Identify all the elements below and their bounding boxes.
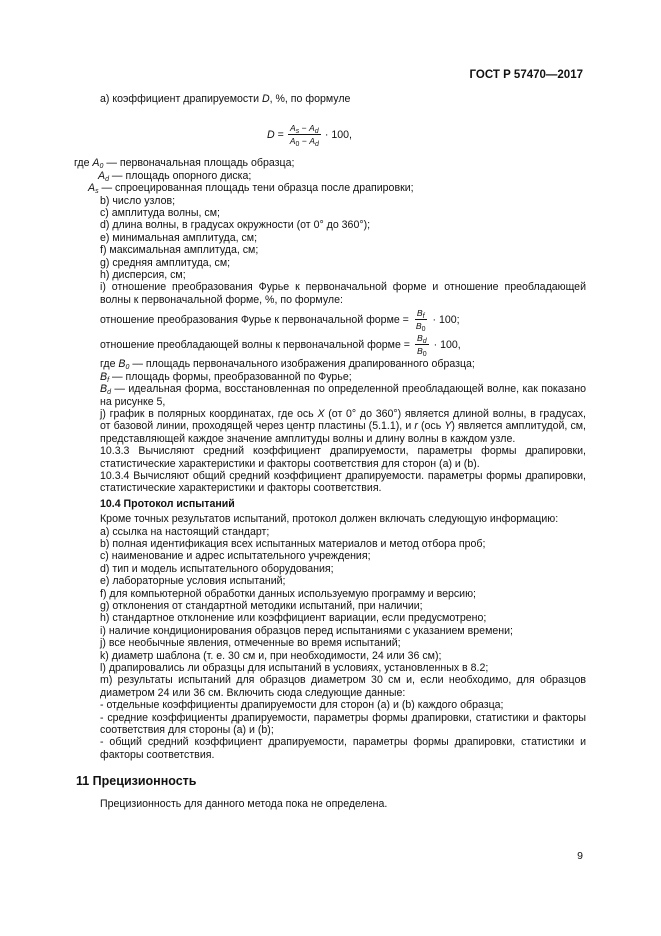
definition-line: $A_d$ — площадь опорного диска; xyxy=(98,169,252,183)
protocol-intro: Кроме точных результатов испытаний, протокол должен включать следующую информацию: xyxy=(100,513,559,526)
standard-designation: ГОСТ Р 57470—2017 xyxy=(469,69,583,81)
formula-drape-coefficient xyxy=(74,105,586,149)
list-item: b) полная идентификация всех испытанных материалов и метод отбора проб; xyxy=(100,537,486,550)
section-10-4-title: 10.4 Протокол испытаний xyxy=(100,497,235,510)
definitions-a xyxy=(74,157,586,194)
formula-lhs: D = xyxy=(267,128,284,141)
page-number: 9 xyxy=(577,850,583,862)
list-item: c) амплитуда волны, см; xyxy=(100,207,220,220)
definition-line: $B_f$ — площадь формы, преобразованной по Фурье; xyxy=(100,370,352,384)
list-item: k) диаметр шаблона (т. е. 30 см и, при необходимости, 24 или 36 см); xyxy=(100,649,442,662)
page-content xyxy=(74,93,586,810)
list-item: a) ссылка на настоящий стандарт; xyxy=(100,525,270,538)
list-item: h) стандартное отклонение или коэффициент вариации, если предусмотрено; xyxy=(100,612,487,625)
paragraph-10-3-4: 10.3.4 Вычисляют общий средний коэффициент драпируемости. параметры формы драпировки, статистические характеристики и факторы соответствия. xyxy=(100,469,586,495)
definition-line: $A_s$ — спроецированная площадь тени образца после драпировки; xyxy=(88,182,414,196)
paragraph-10-3-3: 10.3.3 Вычисляют средний коэффициент драпируемости, параметры формы драпировки, статистические характеристики и факторы соответствия для сторон (a) и (b). xyxy=(100,445,586,470)
dash-item: - средние коэффициенты драпируемости, параметры формы драпировки, статистики и факторы соответствия для стороны (a) и (b); xyxy=(100,711,586,737)
definitions-b xyxy=(74,358,586,408)
dash-items xyxy=(74,699,586,761)
formula-rhs: · 100, xyxy=(324,128,352,141)
item-j: j) график в полярных координатах, где ось X (от 0° до 360°) является длиной волны, в градусах, от базовой линии, проходящей через центр пластины (5.1.1), и r (ось Y) является амплитудой, см, представляющей каждое значение амплитуды волны и длину волны в каждом узле. xyxy=(100,407,586,445)
list-item: j) все необычные явления, отмеченные во время испытаний; xyxy=(100,637,401,650)
items-b-h xyxy=(74,195,586,282)
list-item: l) драпировались ли образцы для испытаний в условиях, установленных в 8.2; xyxy=(100,662,489,675)
list-item: b) число узлов; xyxy=(100,194,176,207)
list-item: g) отклонения от стандартной методики испытаний, при наличии; xyxy=(100,600,423,612)
definition-line: где $B_0$ — площадь первоначального изображения драпированного образца; xyxy=(100,358,475,372)
list-item: e) минимальная амплитуда, см; xyxy=(100,231,258,244)
formula-wave-ratio: отношение преобладающей волны к первоначальной форме = $\frac{B_d}{B_0}$ · 100, xyxy=(100,333,461,359)
dash-item: - общий средний коэффициент драпируемости, параметры формы драпировки, статистики и факторы соответствия. xyxy=(100,736,586,761)
list-item: d) тип и модель испытательного оборудования; xyxy=(100,562,334,575)
list-item: i) наличие кондиционирования образцов перед испытаниями с указанием времени; xyxy=(100,624,513,637)
list-item: h) дисперсия, см; xyxy=(100,269,186,282)
list-item: g) средняя амплитуда, см; xyxy=(100,256,231,269)
formula-fourier-ratio: отношение преобразования Фурье к первоначальной форме = $\frac{B_f}{B_0}$ · 100; xyxy=(100,308,460,334)
precision-text: Прецизионность для данного метода пока не определена. xyxy=(100,797,388,810)
list-item: e) лабораторные условия испытаний; xyxy=(100,575,286,588)
protocol-items xyxy=(74,526,586,675)
definition-line: где $A_0$ — первоначальная площадь образца; xyxy=(74,157,295,171)
definition-line: $B_d$ — идеальная форма, восстановленная по определенной преобладающей волне, как показано на рисунке 5, xyxy=(100,383,586,408)
item-a-drape-coefficient: a) коэффициент драпируемости D, %, по формуле xyxy=(100,93,351,105)
list-item: f) для компьютерной обработки данных используемую программу и версию; xyxy=(100,587,476,600)
list-item: c) наименование и адрес испытательного учреждения; xyxy=(100,550,371,563)
item-m: m) результаты испытаний для образцов диаметром 30 см и, если необходимо, для образцов диаметром 24 или 36 см. Включить сюда следующие данные: xyxy=(100,674,586,699)
item-i: i) отношение преобразования Фурье к первоначальной форме и отношение преобладающей волны к первоначальной форме, %, по формуле: xyxy=(100,281,586,306)
dash-item: - отдельные коэффициенты драпируемости для сторон (a) и (b) каждого образца; xyxy=(100,699,504,712)
list-item: d) длина волны, в градусах окружности (от 0° до 360°); xyxy=(100,219,371,232)
formula-fraction: $\frac{A_s - A_d}{A_0 - A_d}$ xyxy=(289,123,319,149)
section-11-title: 11 Прецизионность xyxy=(76,774,197,789)
list-item: f) максимальная амплитуда, см; xyxy=(100,244,259,257)
